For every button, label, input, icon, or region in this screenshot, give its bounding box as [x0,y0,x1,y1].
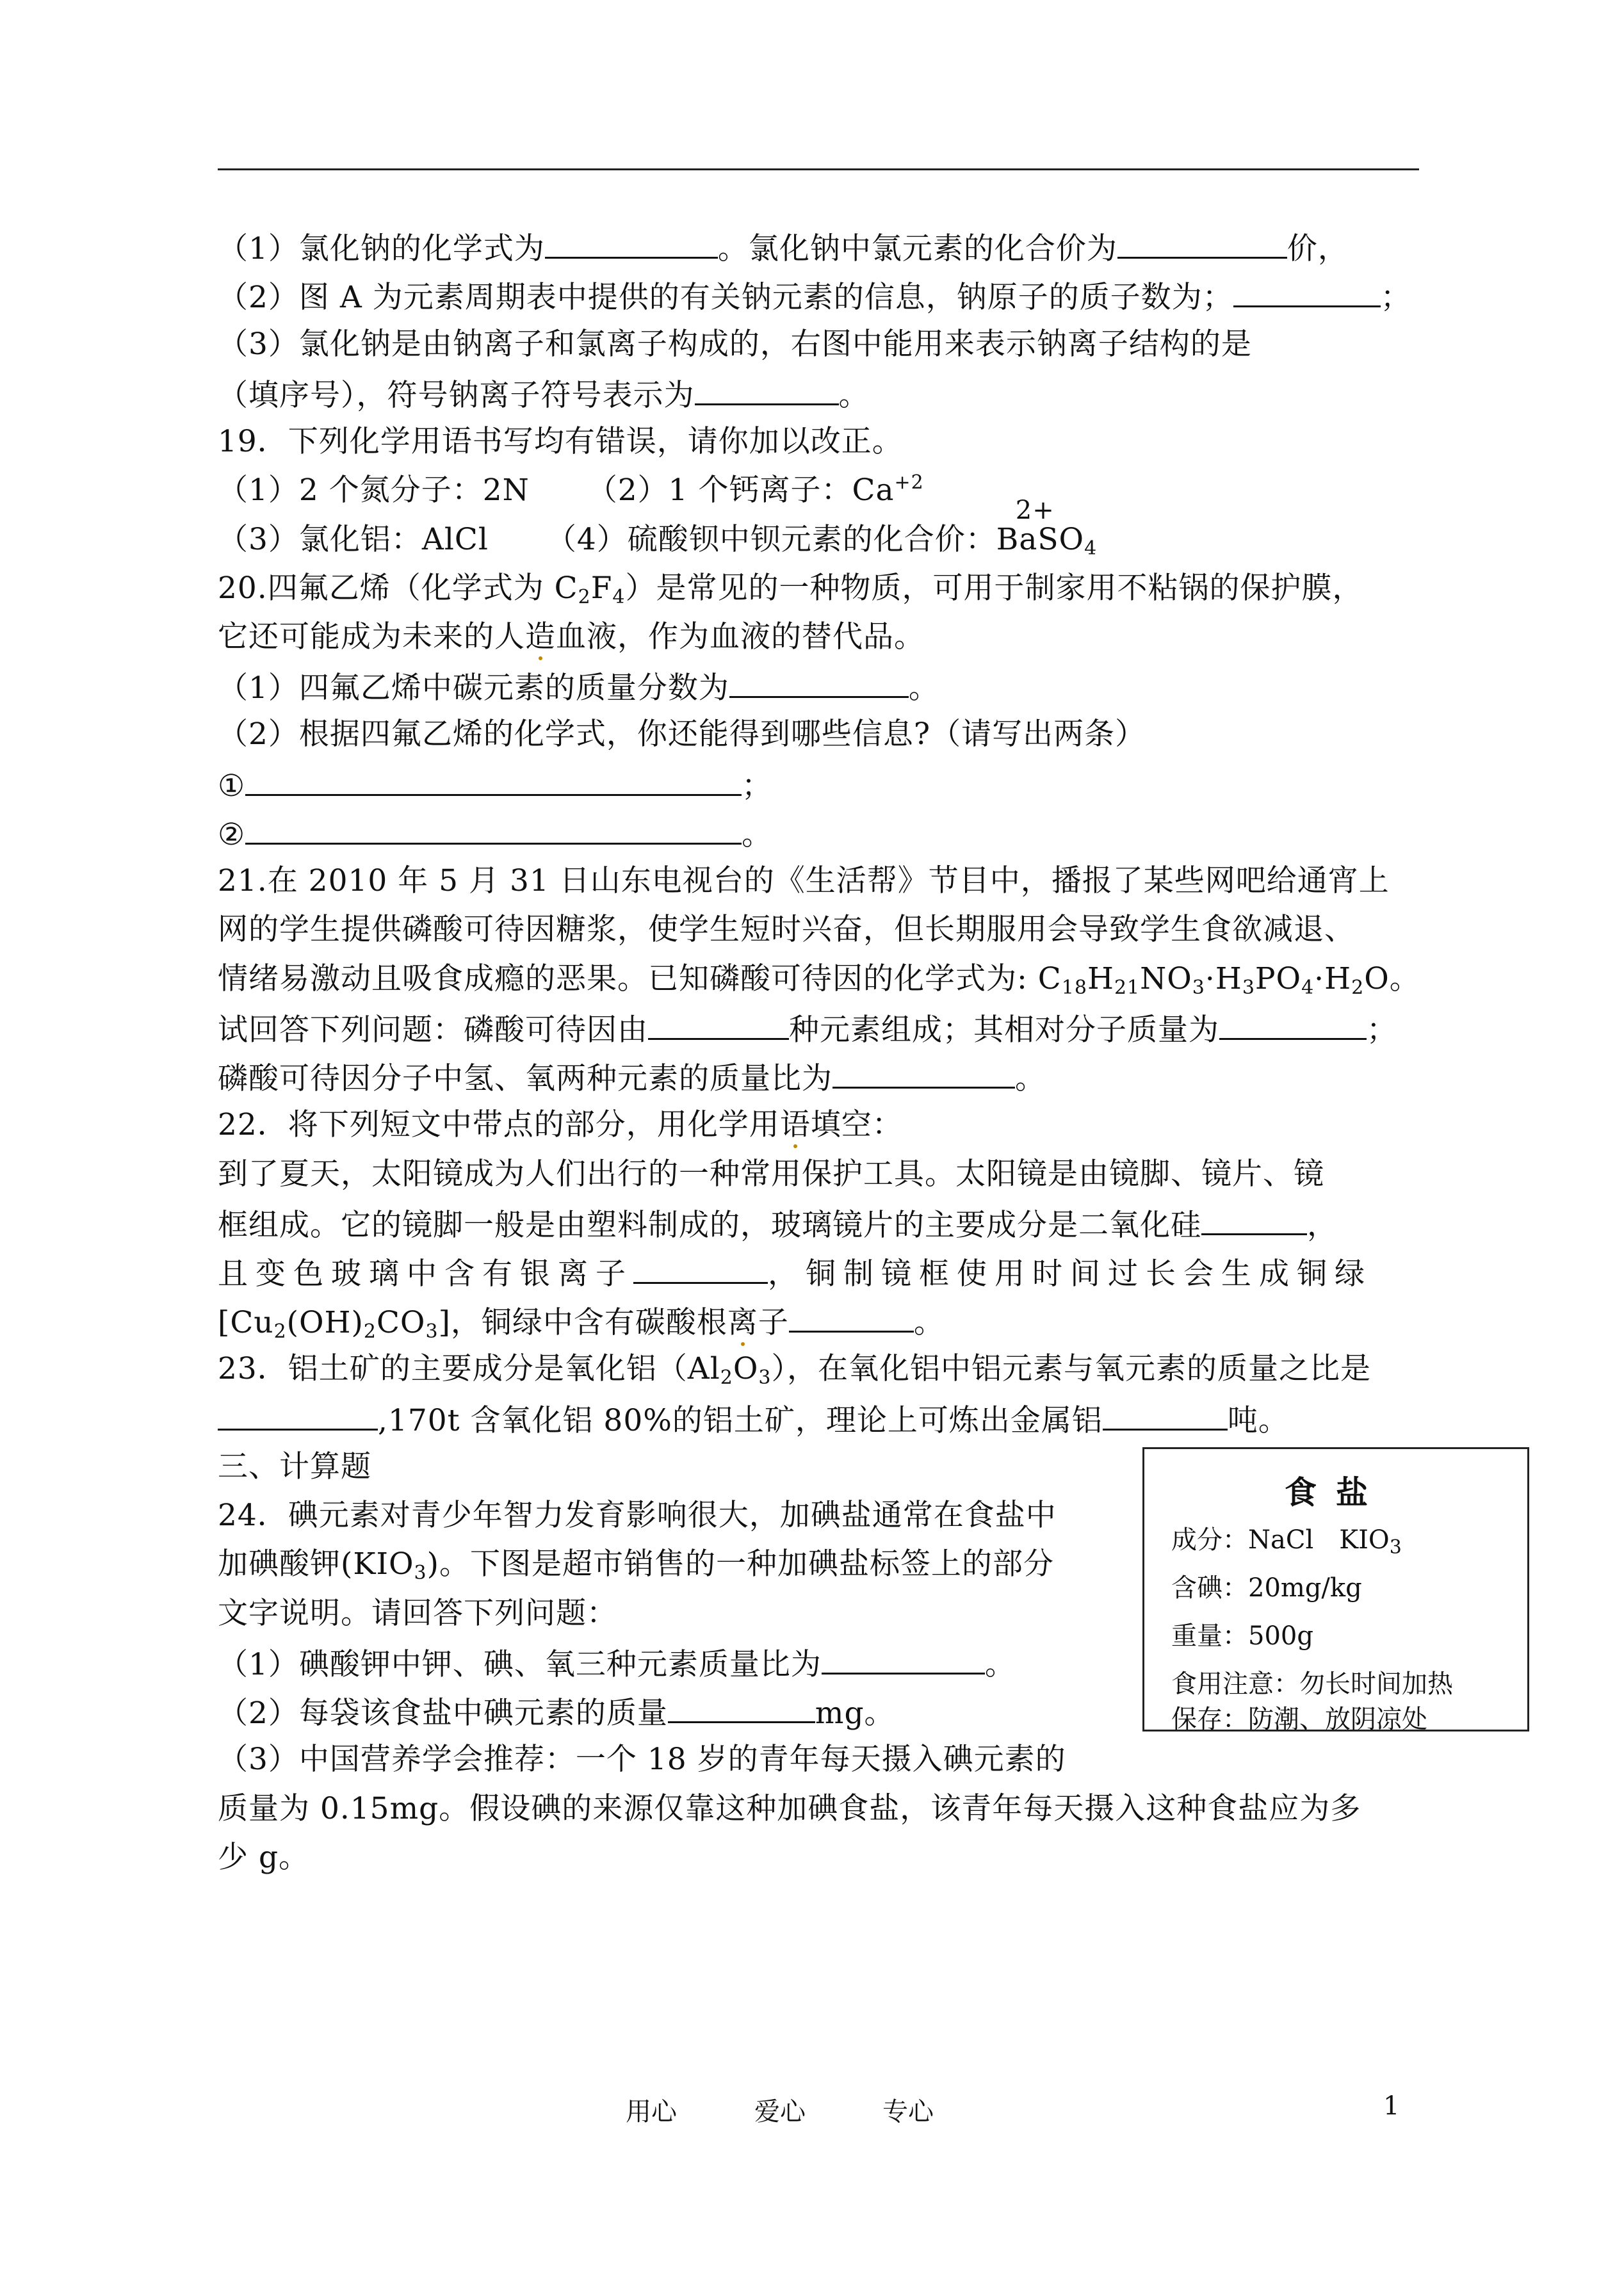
text: BaSO [996,522,1085,557]
q20-line-5 [218,765,772,806]
q24-line-8: 少 g。 [218,1840,310,1875]
q19-part-4: （4）硫酸钡中钡元素的化合价： [546,522,996,557]
text: 填空： [810,1107,903,1142]
text: H [1087,961,1114,996]
salt-storage: 保存：防潮、放阴凉处 [1171,1705,1427,1734]
text: 20.四氟乙烯（化学式为 C [218,571,578,606]
answer-blank[interactable] [1219,1009,1367,1040]
barium-sulfate-formula [996,496,1098,560]
answer-blank[interactable] [245,813,742,845]
text: ， [1307,1208,1338,1243]
text: 。 [838,378,870,413]
q20-line-3 [218,667,939,708]
text: ； [1367,1012,1397,1048]
subscript: 2 [363,1320,377,1343]
salt-iodine: 含碘：20mg/kg [1171,1573,1362,1603]
q24-line-5 [218,1692,895,1733]
valence-mark: 2+ [1015,496,1055,525]
q21-line-3 [218,960,1420,998]
text: （2）图 A 为元素周期表中提供的有关钠元素的信息，钠原子的质子数为； [218,280,1233,315]
subscript: 3 [425,1320,439,1343]
text: 23．铝土矿的主要成分是氧化铝（Al [218,1351,720,1386]
answer-blank[interactable] [1233,276,1381,307]
subscript: 3 [1242,977,1255,999]
text: O。 [1364,961,1420,996]
answer-blank[interactable] [245,765,742,796]
q24-line-2 [218,1545,1054,1584]
text: NO [1140,961,1192,996]
text: （1）碘酸钾中钾、碘、氧三种元素质量比为 [218,1647,822,1682]
q20-line-2 [218,618,925,656]
section-heading: 三、计算题 [218,1449,371,1484]
text: 框组成。它的镜脚一般是由塑料制成的，玻璃镜片的主要成分是二氧化硅 [218,1208,1201,1243]
answer-blank[interactable] [729,667,909,698]
text: ），在氧化铝中铝元素与氧元素的质量之比是 [771,1351,1372,1386]
subscript: 2 [1351,977,1365,999]
q21-line-5 [218,1057,1046,1098]
text: 22．将下列短文中带点的部分，用化学用 [218,1107,780,1142]
text: ，铜制镜框使用时间过长会生成铜绿 [768,1256,1372,1292]
text: CO [376,1305,426,1340]
answer-blank[interactable] [668,1692,815,1723]
text: ； [742,768,773,804]
answer-blank[interactable] [695,374,839,405]
circled-number: ② [218,817,246,852]
q20-line-6 [218,813,772,854]
answer-blank[interactable] [633,1253,768,1284]
q21-line-1: 21.在 2010 年 5 月 31 日山东电视台的《生活帮》节目中，播报了某些网吧给通宵上 [218,863,1390,898]
text: ）是常见的一种物质，可用于制家用不粘锅的保护膜， [625,571,1363,606]
subscript: 21 [1114,977,1141,999]
subscript: 3 [414,1562,427,1584]
q19-intro: 19．下列化学用语书写均有错误，请你加以改正。 [218,424,903,459]
text: ]，铜绿中含有碳酸根 [438,1305,727,1340]
q23-line-1 [218,1350,1371,1388]
q20-line-4: （2）根据四氟乙烯的化学式，你还能得到哪些信息?（请写出两条） [218,717,1146,752]
answer-blank[interactable] [822,1643,985,1675]
answer-blank[interactable] [1103,1399,1228,1431]
q18-line-3: （3）氯化钠是由钠离子和氯离子构成的，右图中能用来表示钠离子结构的是 [218,327,1252,362]
page-number: 1 [1383,2091,1400,2121]
text: 。 [742,817,773,852]
q22-line-4 [218,1253,1372,1293]
q24-line-1: 24．碘元素对青少年智力发育影响很大，加碘盐通常在食盐中 [218,1498,1057,1533]
q22-line-2: 到了夏天，太阳镜成为人们出行的一种常用保护工具。太阳镜是由镜脚、镜片、镜 [218,1156,1324,1192]
footer-left: 用心 [626,2097,677,2127]
q21-line-4 [218,1009,1397,1050]
footer-middle: 爱心 [754,2097,806,2127]
text: （填序号），符号钠离子符号表示为 [218,378,695,413]
answer-blank[interactable] [789,1301,914,1333]
q19-part-1: （1）2 个氮分子：2N [218,473,530,508]
q19-part-2: （2）1 个钙离子：Ca [587,473,895,508]
text: 试回答下列问题：磷酸可待因由 [218,1012,648,1048]
text: )。下图是超市销售的一种加碘盐标签上的部分 [426,1546,1054,1582]
text: 情绪易激动且吸食成瘾的恶果。已知磷酸可待因的化学式为: C [218,961,1062,996]
text: （2）每袋该食盐中碘元素的质量 [218,1696,668,1731]
q19-line-2 [218,496,1098,560]
q24-line-3: 文字说明。请回答下列问题： [218,1596,617,1631]
text: （1）氯化钠的化学式为 [218,231,545,266]
text: [Cu [218,1305,274,1340]
text: PO [1255,961,1302,996]
dotted-char: 语 [780,1106,811,1144]
text: 。 [908,670,939,706]
q22-line-5 [218,1301,945,1342]
dotted-char: 造 [525,618,556,656]
charge-superscript: +2 [894,471,924,494]
subscript: 3 [758,1366,772,1389]
text: 加碘酸钾(KIO [218,1546,414,1582]
text: 且变色玻璃中含有银离子 [218,1256,633,1292]
text: 。 [913,1305,945,1340]
q24-line-4 [218,1643,1016,1684]
circled-number: ① [218,768,246,804]
subscript: 4 [612,586,626,608]
subscript: 4 [1084,537,1098,560]
answer-blank[interactable] [832,1057,1015,1089]
text: 。 [1015,1061,1046,1096]
text: (OH) [286,1305,364,1340]
text: mg。 [815,1696,895,1731]
answer-blank[interactable] [648,1009,789,1040]
subscript: 18 [1061,977,1087,999]
q20-line-1 [218,569,1363,608]
answer-blank[interactable] [218,1399,378,1431]
subscript: 3 [1389,1536,1402,1559]
text: O [733,1351,759,1386]
q18-line-4 [218,374,870,415]
header-rule [218,168,1419,170]
text: 。 [984,1647,1016,1682]
text: ·H [1205,961,1242,996]
text: 血液，作为血液的替代品。 [556,619,925,654]
q18-line-2 [218,276,1411,317]
text: ,170t 含氧化铝 80%的铝土矿，理论上可炼出金属铝 [378,1403,1103,1438]
answer-blank[interactable] [545,227,718,259]
subscript: 2 [273,1320,287,1343]
q22-line-1 [218,1106,903,1144]
q24-line-6: （3）中国营养学会推荐：一个 18 岁的青年每天摄入碘元素的 [218,1742,1066,1777]
q19-part-3: （3）氯化铝：AlCl [218,522,489,557]
q24-line-7: 质量为 0.15mg。假设碘的来源仅靠这种加碘食盐，该青年每天摄入这种食盐应为多 [218,1791,1361,1826]
text: 。氯化钠中氯元素的化合价为 [717,231,1117,266]
subscript: 3 [1192,977,1205,999]
text: ·H [1314,961,1352,996]
text: 子 [758,1305,789,1340]
text: （1）四氟乙烯中碳元素的质量分数为 [218,670,729,706]
q19-line-1 [218,471,924,510]
dotted-char: 离 [727,1304,758,1342]
text: 它还可能成为未来的人 [218,619,525,654]
subscript: 2 [578,586,591,608]
answer-blank[interactable] [1117,227,1287,259]
text: 吨。 [1227,1403,1289,1438]
text: 价， [1287,231,1349,266]
q22-line-3 [218,1204,1338,1245]
text: 成分：NaCl KIO [1171,1525,1390,1555]
subscript: 4 [1301,977,1315,999]
q21-line-2: 网的学生提供磷酸可待因糖浆，使学生短时兴奋，但长期服用会导致学生食欲减退、 [218,912,1355,947]
salt-ingredients [1171,1520,1402,1559]
salt-label-box [1142,1447,1529,1734]
salt-weight: 重量：500g [1171,1621,1313,1651]
footer-right: 专心 [882,2097,934,2127]
subscript: 2 [720,1366,733,1389]
text: ； [1380,280,1411,315]
q23-line-2 [218,1399,1289,1440]
q18-line-1 [218,227,1349,268]
text: 种元素组成；其相对分子质量为 [789,1012,1219,1048]
answer-blank[interactable] [1201,1204,1307,1235]
salt-label-title: 食盐 [1285,1473,1387,1511]
text: 磷酸可待因分子中氢、氧两种元素的质量比为 [218,1061,832,1096]
text: F [590,571,613,606]
salt-caution: 食用注意：勿长时间加热 [1171,1669,1453,1699]
